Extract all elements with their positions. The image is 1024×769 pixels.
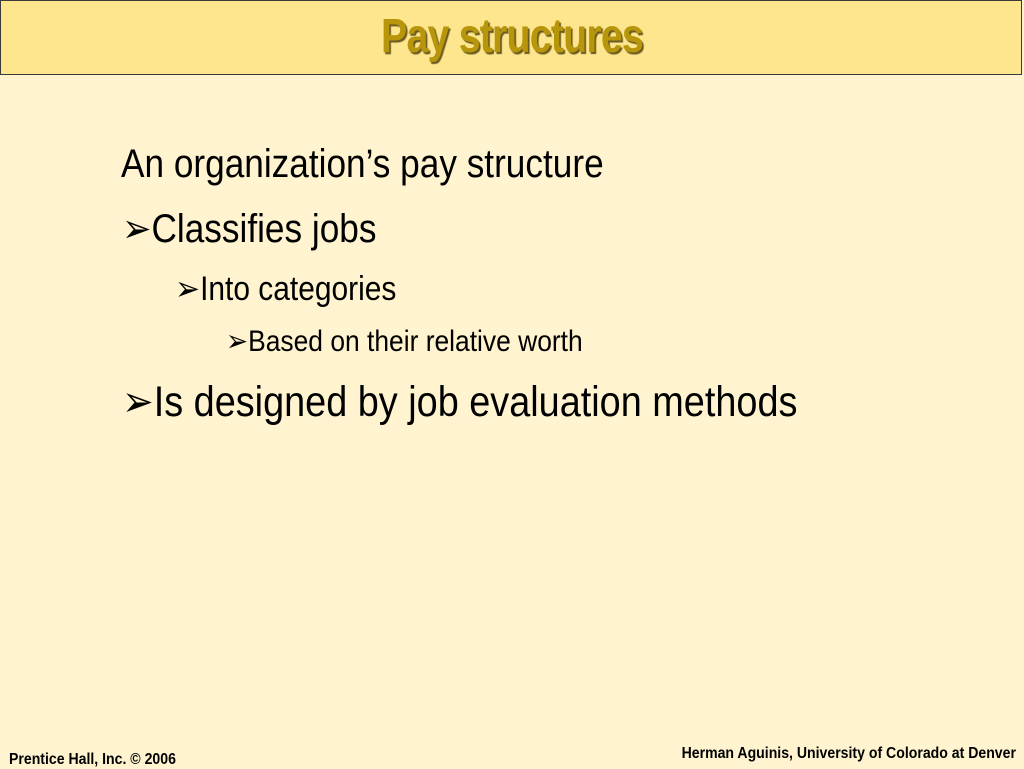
bullet-text: Is designed by job evaluation methods (153, 378, 798, 426)
bullet-text: Classifies jobs (151, 207, 377, 251)
bullet-line-level3 (226, 324, 583, 360)
arrow-bullet-icon: ➢ (175, 270, 201, 308)
arrow-bullet-icon: ➢ (226, 325, 249, 358)
bullet-line-level1 (122, 206, 376, 252)
arrow-bullet-icon: ➢ (122, 207, 152, 251)
arrow-bullet-icon: ➢ (122, 378, 154, 426)
bullet-line-level2 (175, 269, 396, 309)
bullet-line-main (121, 141, 604, 187)
bullet-line-level1 (122, 378, 797, 426)
footer-author: Herman Aguinis, University of Colorado at Denver (681, 745, 1016, 762)
bullet-text: An organization’s pay structure (121, 142, 604, 186)
footer-copyright: Prentice Hall, Inc. © 2006 (9, 751, 176, 768)
bullet-text: Into categories (200, 270, 397, 308)
bullet-text: Based on their relative worth (248, 325, 583, 358)
slide-title: Pay structures (381, 10, 643, 63)
